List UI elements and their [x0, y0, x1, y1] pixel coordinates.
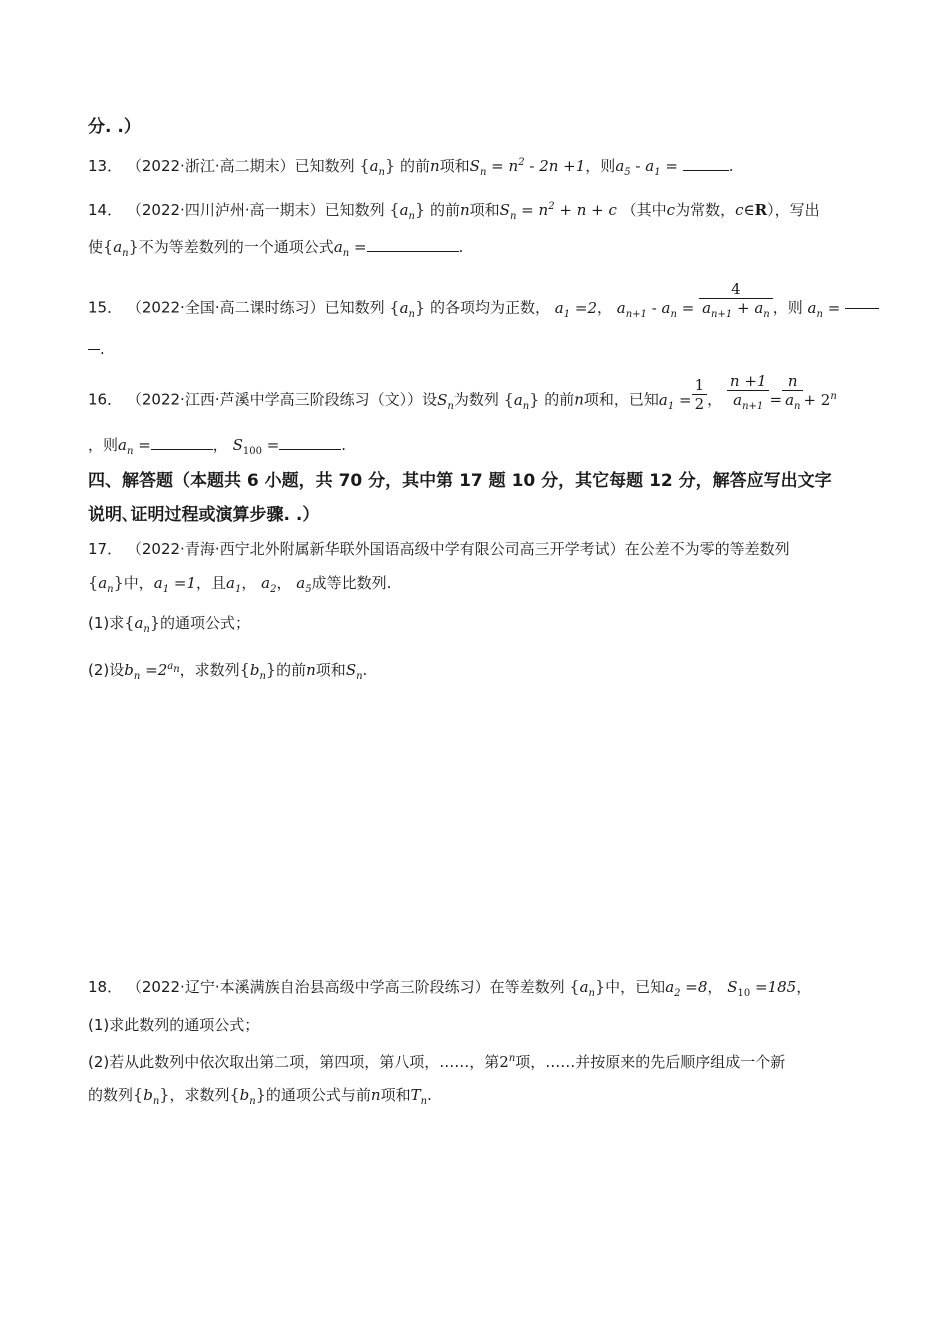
question-number: 16．	[88, 390, 123, 409]
formula: $S_n = n^2 - 2n +1$	[469, 157, 586, 178]
answer-blank-an[interactable]	[151, 434, 213, 450]
question-14: 14． （2022·四川泸州·高一期末）已知数列 $\{a_n\}$ 的前n项和$S_n = n^2 + n + c$ （其中c为常数，c∈R），写出	[88, 200, 820, 222]
sequence-symbol: $\{a_n\}$	[503, 389, 540, 412]
sequence-symbol: $\{b_n\}$	[229, 1085, 266, 1107]
question-source: （2022·江西·芦溪中学高三阶段练习（文））	[126, 390, 423, 409]
question-16: 16． （2022·江西·芦溪中学高三阶段练习（文））设$S_n$为数列 $\{a_n\}$ 的前n项和，已知$a_1$ = $\frac{1}{2}$ ， $\frac{n +1}{a_{n+1}}$ = $\frac{n}{a_n}$ + $2^n$	[88, 384, 862, 418]
formula: $S_n = n^2 + n + c$	[499, 201, 617, 222]
question-17-part-1: (1)求$\{a_n\}$的通项公式；	[88, 613, 251, 635]
question-14-cont: 使$\{a_n\}$不为等差数列的一个通项公式$a_n$ = .	[88, 237, 464, 259]
sequence-symbol: $\{a_n\}$	[569, 977, 606, 999]
answer-blank[interactable]	[845, 308, 879, 309]
sequence-symbol: $\{a_n\}$	[88, 573, 124, 595]
sequence-symbol: $\{a_n\}$	[389, 297, 426, 320]
answer-blank[interactable]	[683, 155, 729, 171]
section-intro-tail: 分. .）	[88, 117, 141, 137]
question-source: （2022·浙江·高二期末）	[126, 157, 295, 175]
question-13: 13． （2022·浙江·高二期末）已知数列 $\{a_n\}$ 的前n项和$S_n = n^2 - 2n +1$，则$a_5 - a_1$ = .	[88, 156, 734, 178]
question-number: 13．	[88, 157, 123, 175]
question-17-cont: $\{a_n\}$中，$a_1 =1$，且$a_1$， $a_2$， $a_5$成等比数列.	[88, 573, 392, 595]
question-16-cont: ，则$a_n$ = ， $S_{100}$ = .	[88, 436, 347, 457]
section-4-title-cont: 说明､证明过程或演算步骤. .）	[88, 505, 320, 525]
answer-blank-cont[interactable]	[88, 349, 100, 350]
question-18-part-2-cont: 的数列$\{b_n\}$，求数列$\{b_n\}$的通项公式与前n项和$T_n$.	[88, 1085, 432, 1107]
question-source: （2022·全国·高二课时练习）	[126, 298, 325, 317]
question-number: 17．	[88, 540, 123, 558]
question-number: 15．	[88, 298, 123, 317]
asked-expression: $a_5 - a_1$ =	[615, 157, 678, 178]
question-18: 18． （2022·辽宁·本溪满族自治县高级中学高三阶段练习）在等差数列 $\{a_n\}$中，已知$a_2 =8$， $S_{10} =185$，	[88, 977, 812, 999]
question-18-part-2: (2)若从此数列中依次取出第二项，第四项，第八项，……，第2$^n$项，……并按原来的先后顺序组成一个新	[88, 1053, 786, 1071]
sequence-symbol: $\{b_n\}$	[239, 660, 277, 682]
question-15: 15． （2022·全国·高二课时练习）已知数列 $\{a_n\}$ 的各项均为正数， $a_1 =2$， $a_{n+1} - a_n$ = $\frac{4}{a_{n+1} + a_n}$ ，则 $a_n$ =	[88, 292, 862, 326]
question-18-part-1: (1)求此数列的通项公式；	[88, 1016, 260, 1034]
question-number: 14．	[88, 201, 123, 219]
sequence-symbol: $\{a_n\}$	[359, 156, 396, 178]
half-fraction: $\frac{1}{2}$	[692, 376, 708, 413]
question-15-cont: .	[88, 338, 862, 360]
sequence-symbol: $\{a_n\}$	[103, 237, 139, 259]
sequence-symbol: $\{a_n\}$	[124, 613, 161, 635]
question-source: （2022·四川泸州·高一期末）	[126, 201, 325, 219]
question-17-part-2: (2)设$b_n =2^{a_n}$，求数列$\{b_n\}$的前n项和$S_n$.	[88, 660, 368, 682]
question-17: 17． （2022·青海·西宁北外附属新华联外国语高级中学有限公司高三开学考试）在公差不为零的等差数列	[88, 540, 790, 558]
section-4-title: 四、解答题（本题共 6 小题，共 70 分，其中第 17 题 10 分，其它每题 12 分，解答应写出文字	[88, 471, 832, 491]
recurrence-left: $\frac{n +1}{a_{n+1}}$	[727, 372, 770, 416]
recurrence-fraction: $\frac{4}{a_{n+1} + a_n}$	[699, 280, 773, 324]
recurrence-lhs: $a_{n+1} - a_n$ =	[616, 298, 695, 320]
answer-blank-s100[interactable]	[279, 434, 341, 450]
answer-blank[interactable]	[367, 236, 459, 252]
question-source: （2022·辽宁·本溪满族自治县高级中学高三阶段练习）	[126, 978, 490, 996]
question-number: 18．	[88, 978, 123, 996]
question-source: （2022·青海·西宁北外附属新华联外国语高级中学有限公司高三开学考试）	[126, 540, 625, 558]
sequence-symbol: $\{a_n\}$	[389, 200, 426, 222]
set-condition: c∈R	[735, 201, 768, 219]
sequence-symbol: $\{b_n\}$	[133, 1085, 170, 1107]
recurrence-right: $\frac{n}{a_n}$	[782, 372, 803, 416]
